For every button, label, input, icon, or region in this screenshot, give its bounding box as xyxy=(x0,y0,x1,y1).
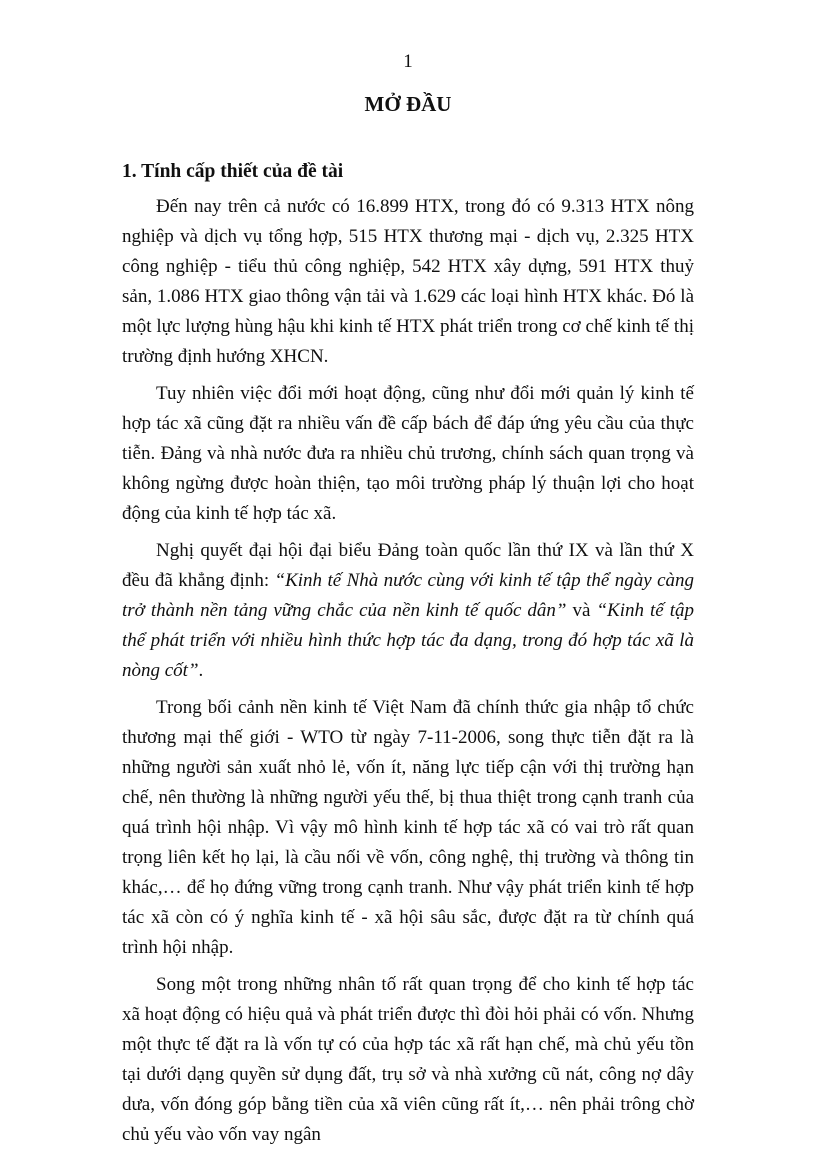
paragraph-htx-statistics xyxy=(122,192,694,372)
paragraph-renewal-policy xyxy=(122,379,694,529)
paragraph-party-resolution xyxy=(122,536,694,686)
text-run: Đến nay trên cả nước có 16.899 HTX, trong đó có 9.313 HTX nông nghiệp và dịch vụ tổng hợp, 515 HTX thương mại - dịch vụ, 2.325 HTX công nghiệp - tiểu thủ công nghiệp, 542 HTX xây dựng, 591 HTX thuỷ sản, 1.086 HTX giao thông vận tải và 1.629 các loại hình HTX khác. Đó là một lực lượng hùng hậu khi kinh tế HTX phát triển trong cơ chế kinh tế thị trường định hướng XHCN. xyxy=(122,196,694,367)
text-run: Nghị quyết đại hội đại biểu Đảng toàn quốc lần thứ IX và lần thứ X đều đã khẳng định: xyxy=(122,540,694,591)
document-body xyxy=(122,192,694,1150)
text-run: . xyxy=(198,660,204,681)
text-run-quote: “Kinh tế tập thể phát triển với nhiều hình thức hợp tác đa dạng, trong đó hợp tác xã là nòng cốt” xyxy=(122,600,695,681)
text-run: Tuy nhiên việc đổi mới hoạt động, cũng như đổi mới quản lý kinh tế hợp tác xã cũng đặt ra nhiều vấn đề cấp bách để đáp ứng yêu cầu của thực tiễn. Đảng và nhà nước đưa ra nhiều chủ trương, chính sách quan trọng và không ngừng được hoàn thiện, tạo môi trường pháp lý thuận lợi cho hoạt động của kinh tế hợp tác xã. xyxy=(122,383,694,524)
document-title: MỞ ĐẦU xyxy=(364,92,452,116)
text-run: Song một trong những nhân tố rất quan trọng để cho kinh tế hợp tác xã hoạt động có hiệu quả và phát triển được thì đòi hỏi phải có vốn. Nhưng một thực tế đặt ra là vốn tự có của hợp tác xã rất hạn chế, mà chủ yếu tồn tại dưới dạng quyền sử dụng đất, trụ sở và nhà xưởng cũ nát, công nợ dây dưa, vốn đóng góp bằng tiền của xã viên cũng rất ít,… nên phải trông chờ chủ yếu vào vốn vay ngân xyxy=(122,974,694,1145)
page-number: 1 xyxy=(403,51,413,72)
text-run: và xyxy=(566,600,597,621)
paragraph-wto-integration xyxy=(122,693,694,963)
section-heading: 1. Tính cấp thiết của đề tài xyxy=(122,161,344,182)
text-run: Trong bối cảnh nền kinh tế Việt Nam đã chính thức gia nhập tổ chức thương mại thế giới - WTO từ ngày 7-11-2006, song thực tiễn đặt ra là những người sản xuất nhỏ lẻ, vốn ít, năng lực tiếp cận với thị trường hạn chế, nên thường là những người yếu thế, bị thua thiệt trong cạnh tranh của quá trình hội nhập. Vì vậy mô hình kinh tế hợp tác xã có vai trò rất quan trọng liên kết họ lại, là cầu nối về vốn, công nghệ, thị trường và thông tin khác,… để họ đứng vững trong cạnh tranh. Như vậy phát triển kinh tế hợp tác xã còn có ý nghĩa kinh tế - xã hội sâu sắc, được đặt ra từ chính quá trình hội nhập. xyxy=(122,697,694,958)
paragraph-capital-issue xyxy=(122,970,694,1150)
text-run-quote: “Kinh tế Nhà nước cùng với kinh tế tập thể ngày càng trở thành nền tảng vững chắc của nền kinh tế quốc dân” xyxy=(122,570,695,621)
